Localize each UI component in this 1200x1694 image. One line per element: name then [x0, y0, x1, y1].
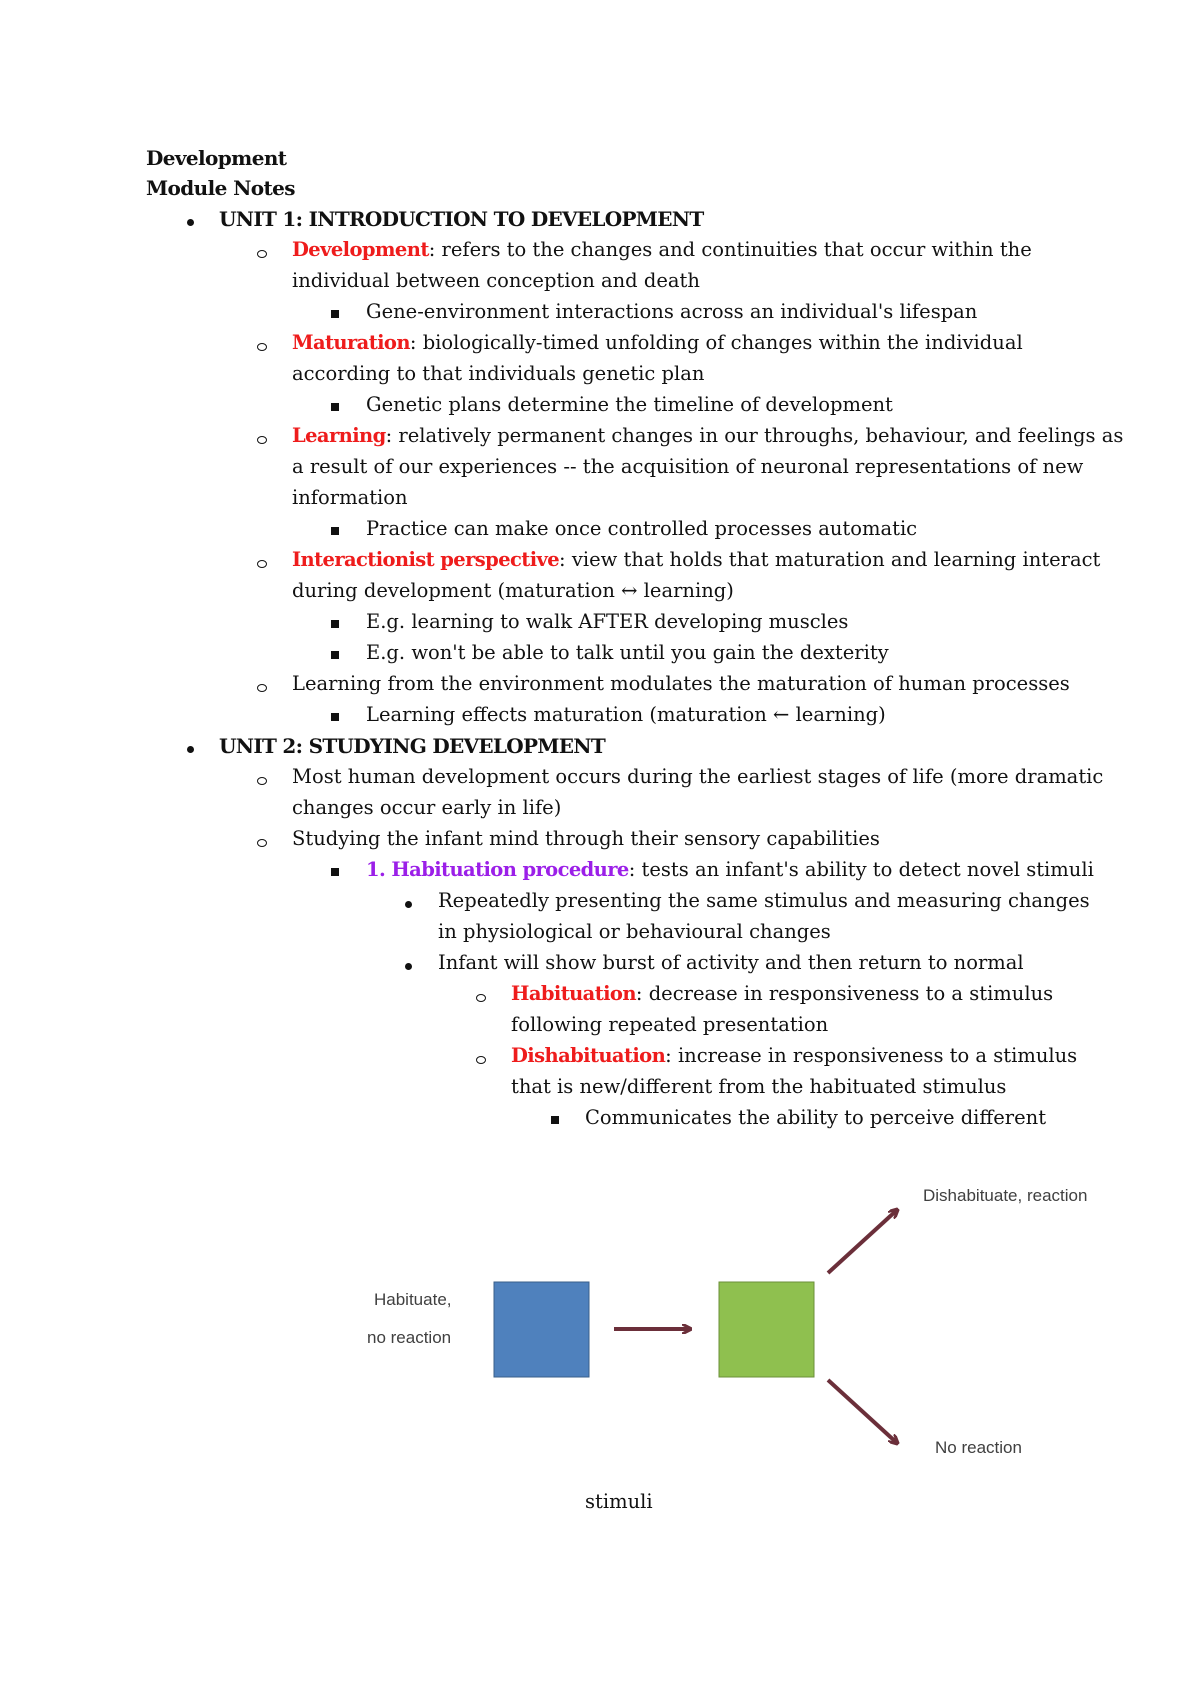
maturation-subpoint: Genetic plans determine the timeline of development	[366, 393, 893, 416]
unit2-point-continuation: changes occur early in life)	[292, 796, 562, 819]
development-subpoint: Gene-environment interactions across an individual's lifespan	[366, 300, 978, 323]
definition-text: : decrease in responsiveness to a stimulus	[635, 982, 1054, 1005]
definition-continuation: that is new/different from the habituated stimulus	[511, 1075, 1007, 1098]
definition-text: : increase in responsiveness to a stimulus	[665, 1044, 1078, 1067]
term-development: Development	[292, 238, 429, 261]
label-no-reaction-habituate: no reaction	[367, 1328, 452, 1347]
learning-subpoint: Practice can make once controlled processes automatic	[366, 517, 918, 540]
interactionist-subpoint: E.g. won't be able to talk until you gain the dexterity	[366, 641, 889, 664]
definition-text: : refers to the changes and continuities that occur within the	[428, 238, 1032, 261]
procedure-subpoint-continuation: in physiological or behavioural changes	[438, 920, 831, 943]
definition-text: : view that holds that maturation and learning interact	[559, 548, 1101, 571]
up-right-arrow-icon	[828, 1210, 897, 1273]
term-maturation: Maturation	[292, 331, 410, 354]
unit2-point: Studying the infant mind through their sensory capabilities	[292, 827, 880, 850]
term-interactionist-perspective: Interactionist perspective	[292, 548, 560, 571]
document-title: Development	[146, 146, 287, 170]
unit2-heading: UNIT 2: STUDYING DEVELOPMENT	[219, 734, 606, 758]
term-habituation-procedure: 1. Habituation procedure	[366, 858, 629, 881]
label-dishabituate-reaction: Dishabituate, reaction	[923, 1186, 1088, 1205]
definition-continuation: during development (maturation ↔ learning)	[292, 579, 734, 602]
definition-text: : relatively permanent changes in our throughs, behaviour, and feelings as	[385, 424, 1124, 447]
label-no-reaction: No reaction	[935, 1438, 1022, 1457]
definition-continuation: information	[292, 486, 408, 509]
definition-text: : tests an infant's ability to detect novel stimuli	[628, 858, 1094, 881]
unit1-heading: UNIT 1: INTRODUCTION TO DEVELOPMENT	[219, 207, 704, 231]
term-dishabituation: Dishabituation	[511, 1044, 666, 1067]
term-habituation: Habituation	[511, 982, 636, 1005]
term-learning: Learning	[292, 424, 386, 447]
label-habituate: Habituate,	[374, 1290, 452, 1309]
diagram-caption: stimuli	[585, 1490, 653, 1513]
novel-stimulus-box	[719, 1282, 814, 1377]
definition-text: : biologically-timed unfolding of changes within the individual	[409, 331, 1023, 354]
environment-point: Learning from the environment modulates the maturation of human processes	[292, 672, 1070, 695]
definition-continuation: individual between conception and death	[292, 269, 700, 292]
interactionist-subpoint: E.g. learning to walk AFTER developing muscles	[366, 610, 849, 633]
document-subtitle: Module Notes	[146, 176, 295, 200]
dishabituation-subpoint: Communicates the ability to perceive different	[585, 1106, 1047, 1129]
definition-continuation: following repeated presentation	[511, 1013, 829, 1036]
procedure-subpoint: Infant will show burst of activity and then return to normal	[438, 951, 1024, 974]
habituated-stimulus-box	[494, 1282, 589, 1377]
unit2-point: Most human development occurs during the earliest stages of life (more dramatic	[292, 765, 1104, 788]
down-right-arrow-icon	[828, 1380, 897, 1443]
definition-continuation: a result of our experiences -- the acquisition of neuronal representations of new	[292, 455, 1084, 478]
procedure-subpoint: Repeatedly presenting the same stimulus and measuring changes	[438, 889, 1090, 912]
definition-continuation: according to that individuals genetic plan	[292, 362, 705, 385]
environment-subpoint: Learning effects maturation (maturation ← learning)	[366, 703, 886, 726]
